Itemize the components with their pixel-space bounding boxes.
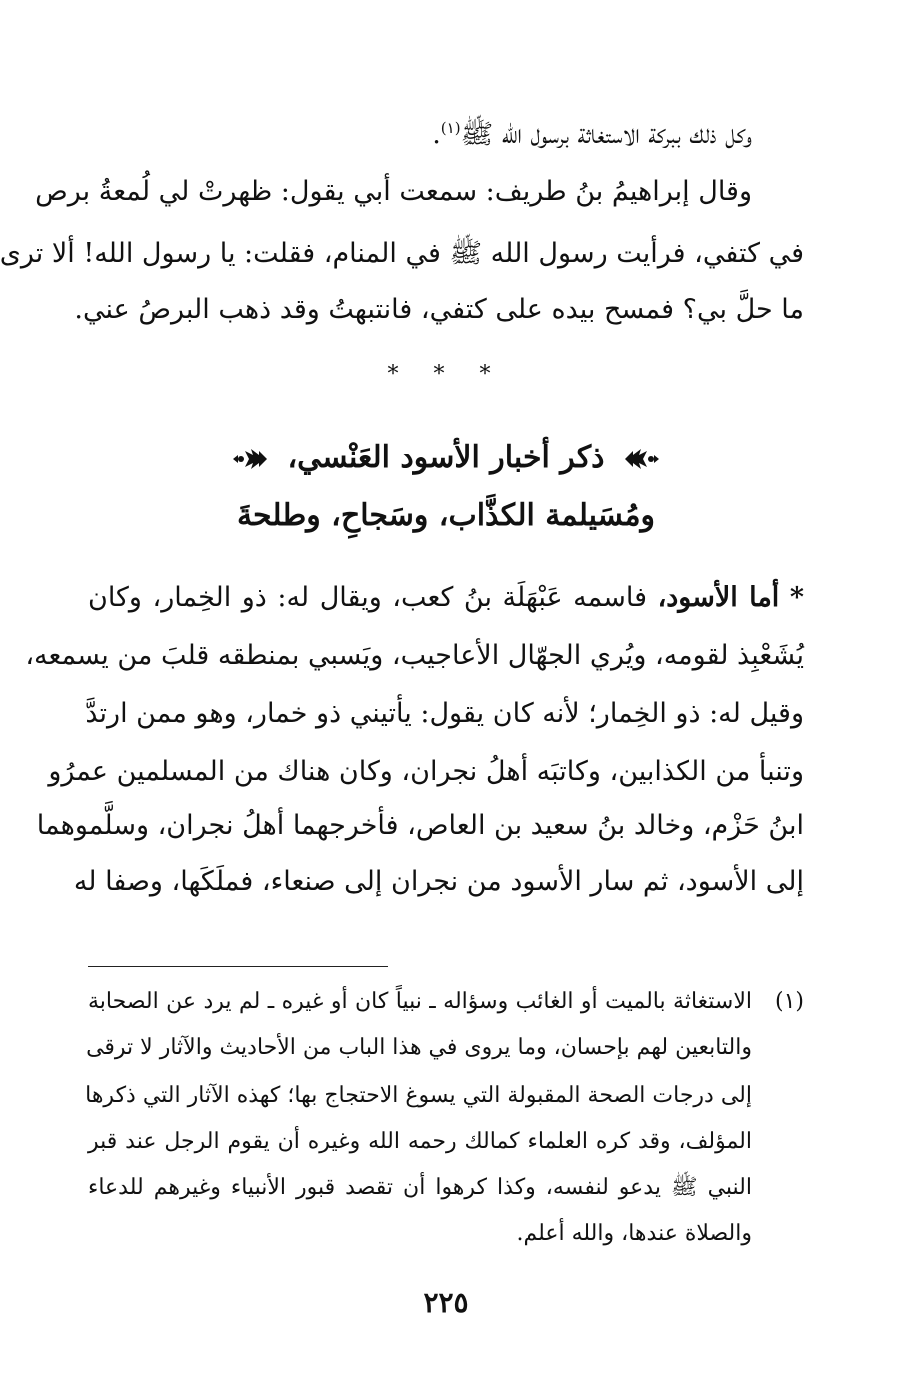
paragraph-line: يُشَعْبِذ لقومه، ويُري الجهّال الأعاجيب، ويَسبي بمنطقه قلبَ من يسمعه،: [25, 640, 804, 671]
paragraph-line: ما حلَّ بي؟ فمسح بيده على كتفي، فانتبهتُ وقد ذهب البرصُ عني.: [74, 294, 804, 325]
footnote-line: والتابعين لهم بإحسان، وما يروى في هذا الباب من الأحاديث والآثار لا ترقى: [86, 1035, 752, 1060]
footnote-line: الاستغاثة بالميت أو الغائب وسؤاله ـ نبياً كان أو غيره ـ لم يرد عن الصحابة: [88, 989, 752, 1014]
footnote-line: النبي ﷺ يدعو لنفسه، وكذا كرهوا أن تقصد قبور الأنبياء وغيرهم للدعاء: [88, 1175, 752, 1200]
footnote-line: المؤلف، وقد كره العلماء كمالك رحمه الله وغيره أن يقوم الرجل عند قبر: [88, 1129, 752, 1154]
section-separator: * * *: [387, 362, 505, 387]
footnote-reference[interactable]: (١): [440, 119, 461, 137]
footnote-divider: [88, 966, 388, 967]
ornament-right-icon: [621, 441, 661, 477]
paragraph-line: وكل ذلك ببركة الاستغاثة برسول الله ﷺ$^{(١)}$.: [432, 119, 752, 150]
paragraph-line: وتنبأ من الكذابين، وكاتبَه أهلُ نجران، وكان هناك من المسلمين عمرُو: [48, 756, 804, 787]
paragraph-line: وقيل له: ذو الخِمار؛ لأنه كان يقول: يأتيني ذو خمار، وهو ممن ارتدَّ: [85, 698, 804, 729]
ornament-left-icon: [231, 441, 271, 477]
footnote-line: والصلاة عندها، والله أعلم.: [516, 1221, 752, 1246]
chapter-heading: ذكر أخبار الأسود العَنْسي،: [88, 436, 804, 480]
paragraph-line: * أما الأسود، فاسمه عَبْهَلَة بنُ كعب، ويقال له: ذو الخِمار، وكان: [88, 582, 804, 613]
footnote-line: إلى درجات الصحة المقبولة التي يسوغ الاحتجاج بها؛ كهذه الآثار التي ذكرها: [85, 1083, 752, 1108]
paragraph-line: إلى الأسود، ثم سار الأسود من نجران إلى صنعاء، فملَكَها، وصفا له: [73, 866, 804, 897]
chapter-heading-subtitle: ومُسَيلمة الكذَّاب، وسَجاحِ، وطلحةَ: [236, 498, 656, 533]
paragraph-line: في كتفي، فرأيت رسول الله ﷺ في المنام، فقلت: يا رسول الله! ألا ترى: [0, 238, 804, 269]
footnote-number: (١): [774, 989, 804, 1014]
paragraph-line: وقال إبراهيمُ بنُ طريف: سمعت أبي يقول: ظهرتْ لي لُمعةُ برص: [35, 176, 752, 207]
page-number: ٢٢٥: [423, 1286, 469, 1319]
paragraph-line: ابنُ حَزْم، وخالد بنُ سعيد بن العاص، فأخرجهما أهلُ نجران، وسلَّموهما: [36, 810, 804, 841]
